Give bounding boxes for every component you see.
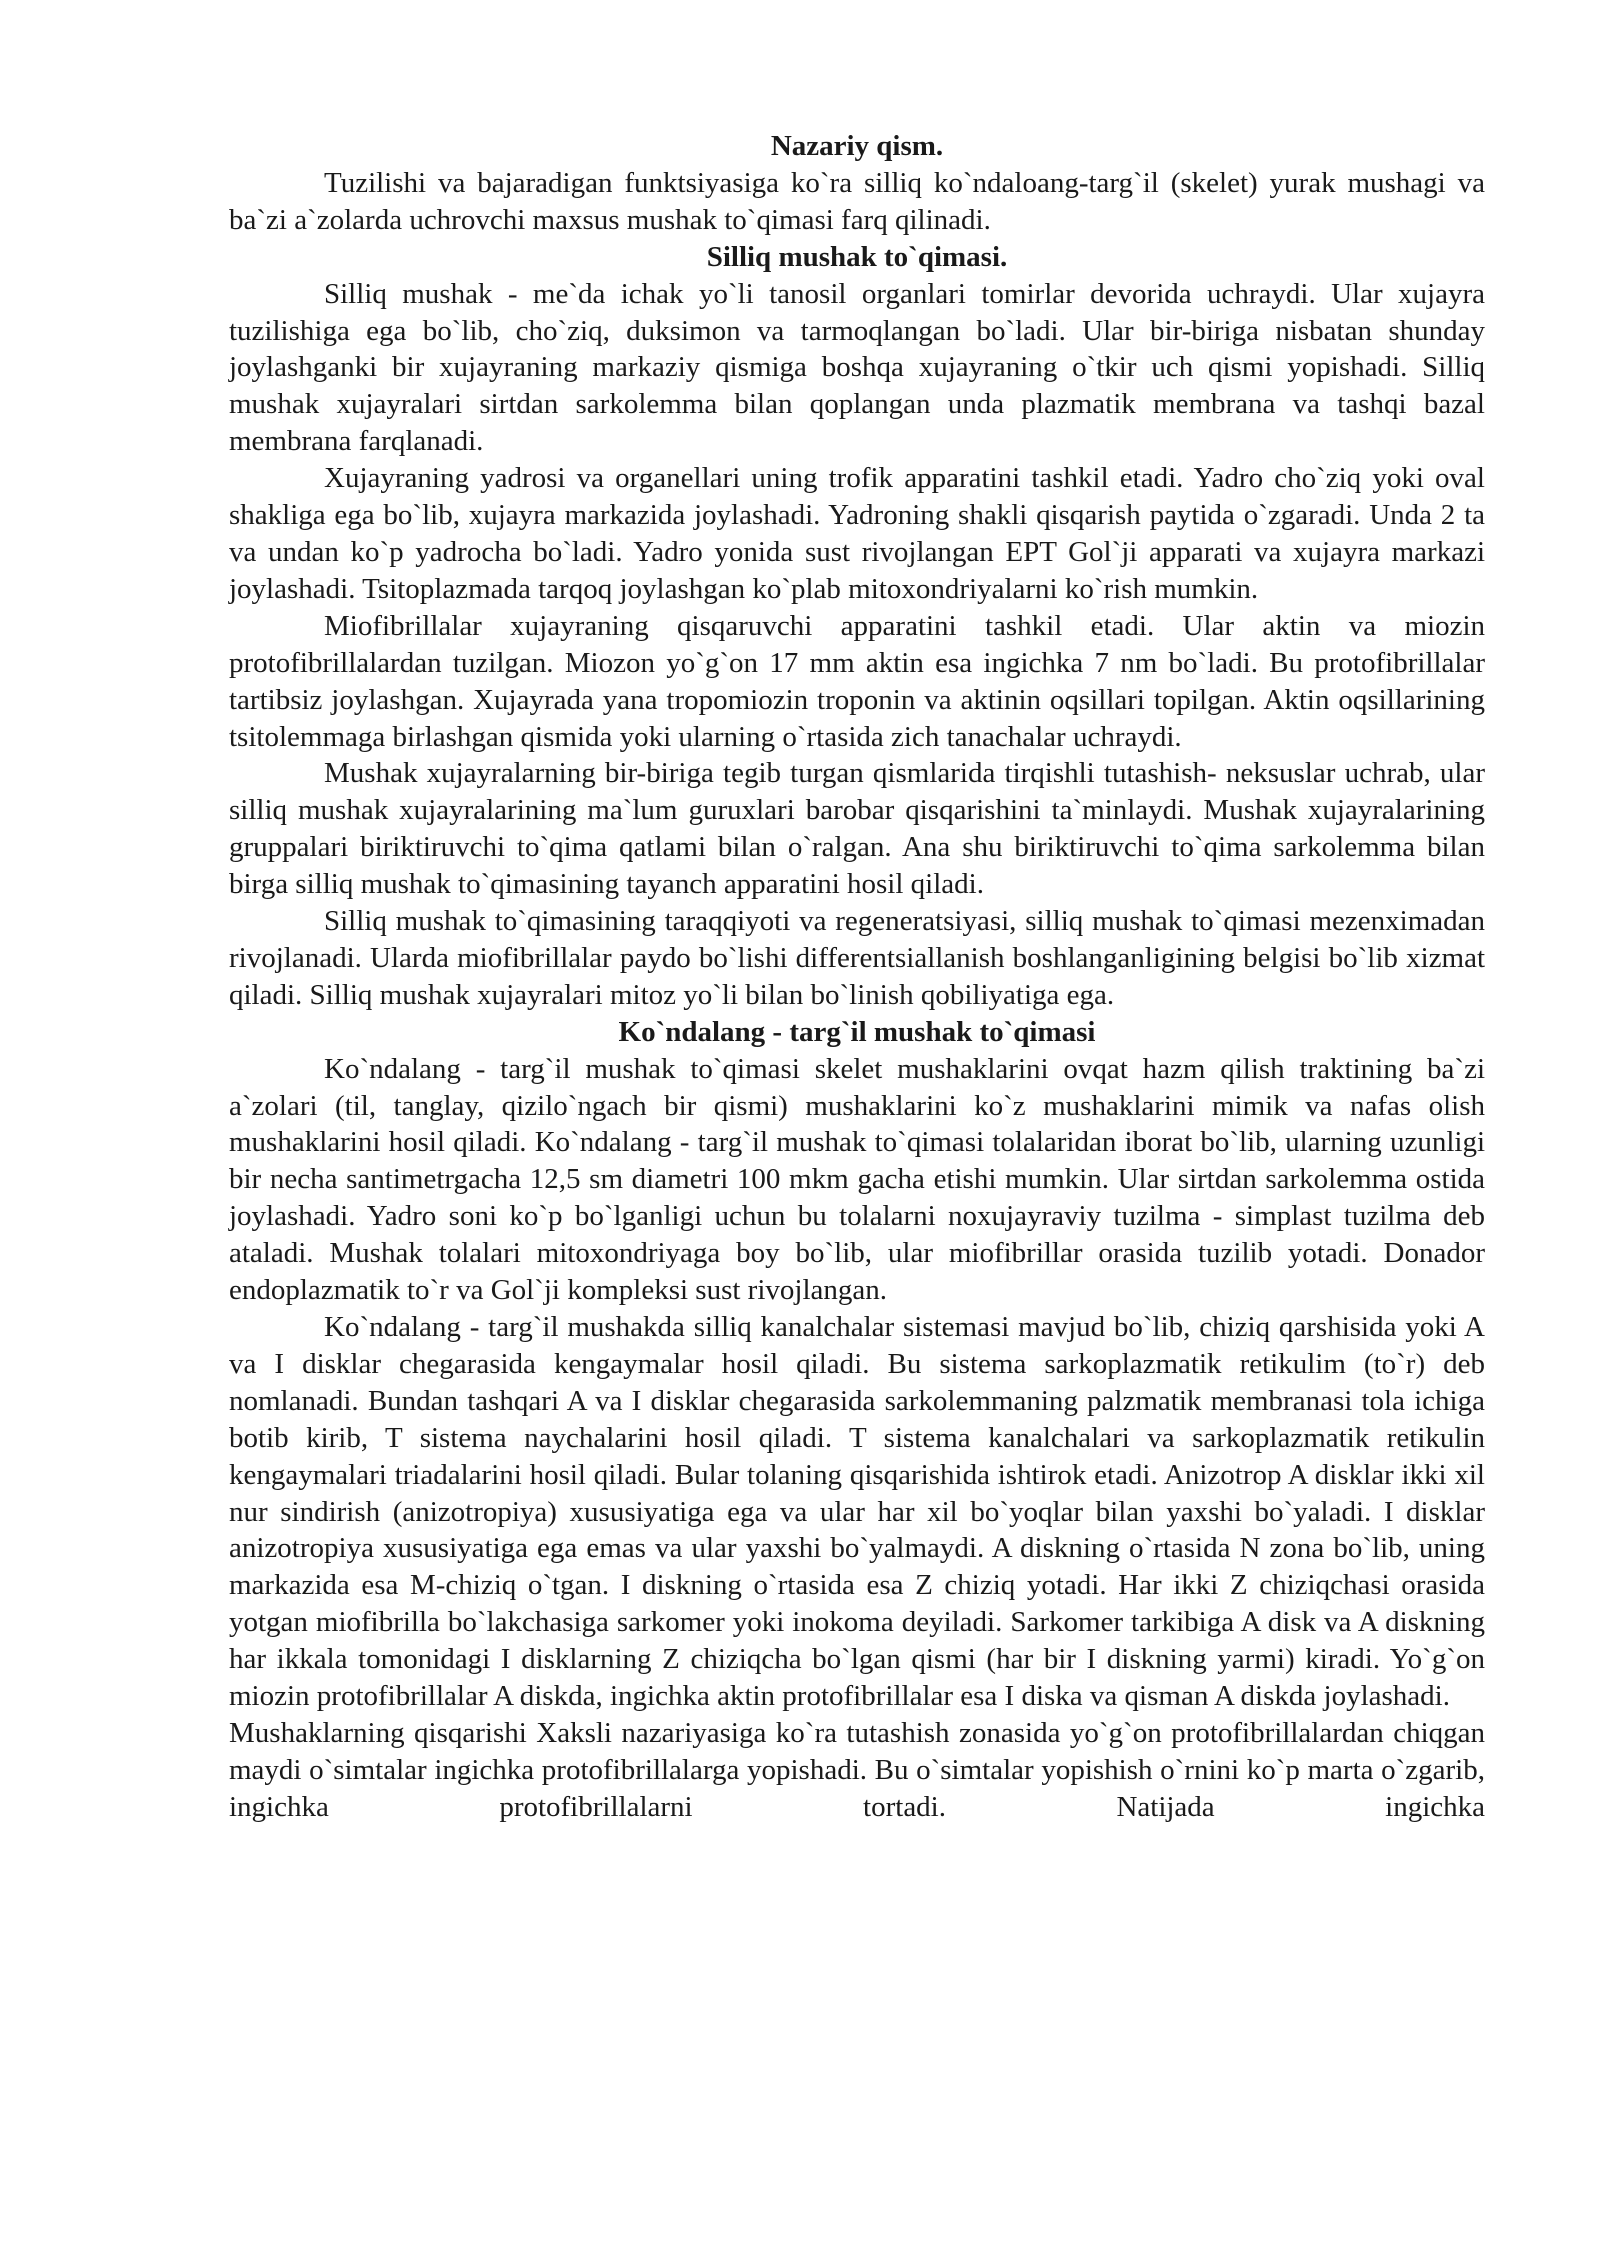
body-paragraph: Miofibrillalar xujayraning qisqaruvchi apparatini tashkil etadi. Ular aktin va miozin protofibrillalardan tuzilgan. Miozon yo`g`on 17 mm aktin esa ingichka 7 nm bo`ladi. Bu protofibrillalar tartibsiz joylashgan. Xujayrada yana tropomiozin troponin va aktinin oqsillari topilgan. Aktin oqsillarining tsitolemmaga birlashgan qismida yoki ularning o`rtasida zich tanachalar uchraydi. xyxy=(229,609,1485,753)
body-paragraph-continued: Mushaklarning qisqarishi Xaksli nazariyasiga ko`ra tutashish zonasida yo`g`on protofibrillalardan chiqgan maydi o`simtalar ingichka protofibrillalarga yopishadi. Bu o`simtalar yopishish o`rnini ko`p marta o`zgarib, ingichka protofibrillalarni tortadi. Natijada ingichka xyxy=(229,1716,1485,1823)
body-paragraph: Xujayraning yadrosi va organellari uning trofik apparatini tashkil etadi. Yadro cho`ziq yoki oval shakliga ega bo`lib, xujayra markazida joylashadi. Yadroning shakli qisqarish paytida o`zgaradi. Unda 2 ta va undan ko`p yadrocha bo`ladi. Yadro yonida sust rivojlangan EPT Gol`ji apparati va xujayra markazi joylashadi. Tsitoplazmada tarqoq joylashgan ko`plab mitoxondriyalarni ko`rish mumkin. xyxy=(229,462,1485,605)
body-paragraph: Ko`ndalang - targ`il mushakda silliq kanalchalar sistemasi mavjud bo`lib, chiziq qarshisida yoki A va I disklar chegarasida kengaymalar hosil qiladi. Bu sistema sarkoplazmatik retikulim (to`r) deb nomlanadi. Bundan tashqari A va I disklar chegarasida sarkolemmaning palzmatik membranasi tola ichiga botib kirib, T sistema naychalarini hosil qiladi. T sistema kanalchalari va sarkoplazmatik retikulin kengaymalari triadalarini hosil qiladi. Bular tolaning qisqarishida ishtirok etadi. Anizotrop A disklar ikki xil nur sindirish (anizotropiya) xususiyatiga ega va ular har xil bo`yoqlar bilan yaxshi bo`yaladi. I disklar anizotropiya xususiyatiga ega emas va ular yaxshi bo`yalmaydi. A diskning o`rtasida N zona bo`lib, uning markazida esa M-chiziq o`tgan. I diskning o`rtasida esa Z chiziq yotadi. Har ikki Z chiziqchasi orasida yotgan miofibrilla bo`lakchasiga sarkomer yoki inokoma deyiladi. Sarkomer tarkibiga A disk va A diskning har ikkala tomonidagi I disklarning Z chiziqcha bo`lgan qismi (har bir I diskning yarmi) kiradi. Yo`g`on miozin protofibrillalar A diskda, ingichka aktin protofibrillalar esa I diska va qisman A diskda joylashadi. xyxy=(229,1311,1485,1713)
document-page xyxy=(229,128,1485,1826)
intro-paragraph: Tuzilishi va bajaradigan funktsiyasiga ko`ra silliq ko`ndaloang-targ`il (skelet) yurak mushagi va ba`zi a`zolarda uchrovchi maxsus mushak to`qimasi farq qilinadi. xyxy=(229,166,1485,236)
section-heading-theory: Nazariy qism. xyxy=(770,130,944,162)
body-paragraph: Mushak xujayralarning bir-biriga tegib turgan qismlarida tirqishli tutashish- neksuslar uchrab, ular silliq mushak xujayralarining ma`lum guruxlari barobar qisqarishini ta`minlaydi. Mushak xujayralarining gruppalari biriktiruvchi to`qima qatlami bilan o`ralgan. Ana shu biriktiruvchi to`qima sarkolemma bilan birga silliq mushak to`qimasining tayanch apparatini hosil qiladi. xyxy=(229,757,1485,901)
section-heading-smooth-muscle: Silliq mushak to`qimasi. xyxy=(706,240,1008,273)
section-heading-striated-muscle: Ko`ndalang - targ`il mushak to`qimasi xyxy=(618,1015,1096,1048)
body-paragraph: Ko`ndalang - targ`il mushak to`qimasi skelet mushaklarini ovqat hazm qilish traktining ba`zi a`zolari (til, tanglay, qizilo`ngach bir qismi) mushaklarini ko`z mushaklarini mimik va nafas olish mushaklarini hosil qiladi. Ko`ndalang - targ`il mushak to`qimasi tolalaridan iborat bo`lib, ularning uzunligi bir necha santimetrgacha 12,5 sm diametri 100 mkm gacha etishi mumkin. Ular sirtdan sarkolemma ostida joylashadi. Yadro soni ko`p bo`lganligi uchun bu tolalarni noxujayraviy tuzilma - simplast tuzilma deb ataladi. Mushak tolalari mitoxondriyaga boy bo`lib, ular miofibrillar orasida tuzilib yotadi. Donador endoplazmatik to`r va Gol`ji kompleksi sust rivojlangan. xyxy=(229,1052,1485,1307)
body-paragraph: Silliq mushak to`qimasining taraqqiyoti va regeneratsiyasi, silliq mushak to`qimasi mezenximadan rivojlanadi. Ularda miofibrillalar paydo bo`lishi differentsiallanish boshlanganligining belgisi bo`lib xizmat qiladi. Silliq mushak xujayralari mitoz yo`li bilan bo`linish qobiliyatiga ega. xyxy=(229,905,1485,1011)
body-paragraph: Silliq mushak - me`da ichak yo`li tanosil organlari tomirlar devorida uchraydi. Ular xujayra tuzilishiga ega bo`lib, cho`ziq, duksimon va tarmoqlangan bo`ladi. Ular bir-biriga nisbatan shunday joylashganki bir xujayraning markaziy qismiga boshqa xujayraning o`tkir uch qismi yopishadi. Silliq mushak xujayralari sirtdan sarkolemma bilan qoplangan unda plazmatik membrana va tashqi bazal membrana farqlanadi. xyxy=(229,277,1485,458)
